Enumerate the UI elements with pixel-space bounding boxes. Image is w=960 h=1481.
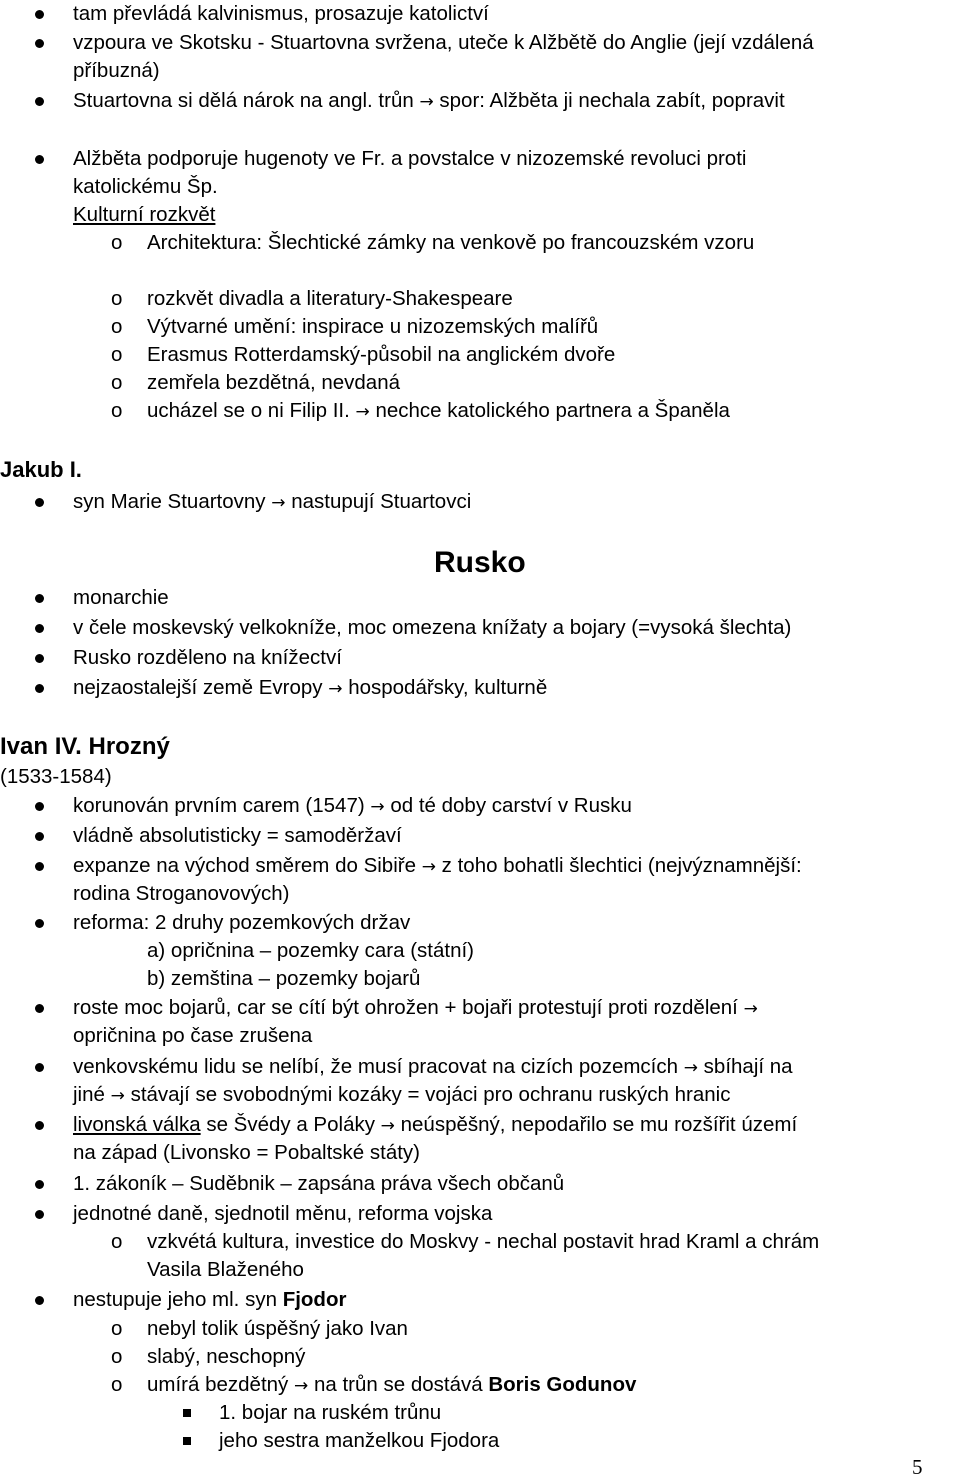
section-link-kulturni-rozkvet: Kulturní rozkvět: [73, 203, 216, 226]
section-title-rusko: Rusko: [434, 546, 526, 579]
text-line: venkovskému lidu se nelíbí, že musí pracovat na cizích pozemcích → sbíhají na: [73, 1055, 793, 1078]
bullet: [35, 1063, 44, 1072]
sub-bullet: o: [111, 1317, 123, 1340]
arrow-icon: →: [370, 797, 385, 817]
text-line: nejzaostalejší země Evropy → hospodářsky, kulturně: [73, 676, 548, 699]
sub-bullet: o: [111, 399, 123, 422]
bullet: [35, 155, 44, 164]
page-number: 5: [912, 1455, 923, 1479]
arrow-icon: →: [110, 1086, 125, 1106]
text-line: Vasila Blaženého: [147, 1258, 304, 1281]
text-line: vzpoura ve Skotsku - Stuartovna svržena, uteče k Alžbětě do Anglie (její vzdálená: [73, 31, 814, 54]
sub-bullet: o: [111, 287, 123, 310]
heading-jakub: Jakub I.: [0, 457, 82, 482]
text-line: Architektura: Šlechtické zámky na venkově po francouzském vzoru: [147, 231, 755, 254]
arrow-icon: →: [328, 679, 343, 699]
bullet: [35, 1121, 44, 1130]
arrow-icon: →: [271, 493, 286, 513]
sub-bullet: o: [111, 1373, 123, 1396]
bullet: [35, 1004, 44, 1013]
sub-bullet: o: [111, 1345, 123, 1368]
text-line: nestupuje jeho ml. syn Fjodor: [73, 1288, 347, 1311]
bullet: [35, 684, 44, 693]
text-line: nebyl tolik úspěšný jako Ivan: [147, 1317, 408, 1340]
text-line: Výtvarné umění: inspirace u nizozemských malířů: [147, 315, 599, 338]
bullet: [35, 97, 44, 106]
text-line: jiné → stávají se svobodnými kozáky = vojáci pro ochranu ruských hranic: [73, 1083, 731, 1106]
bullet: [35, 624, 44, 633]
arrow-icon: →: [380, 1116, 395, 1136]
sub-bullet: o: [111, 231, 123, 254]
link-livonska-valka: livonská válka: [73, 1113, 201, 1136]
text-line: umírá bezdětný → na trůn se dostává Boris Godunov: [147, 1373, 637, 1396]
text-line: rodina Stroganovových): [73, 882, 290, 905]
text-line: monarchie: [73, 586, 169, 609]
arrow-icon: →: [355, 402, 370, 422]
heading-ivan: Ivan IV. Hrozný: [0, 733, 170, 760]
text-line: (1533-1584): [0, 765, 112, 788]
text-line: Rusko rozděleno na knížectví: [73, 646, 342, 669]
sub-bullet: o: [111, 315, 123, 338]
sub-bullet: o: [111, 343, 123, 366]
square-bullet: [183, 1409, 191, 1417]
bullet: [35, 1296, 44, 1305]
text-line: vládně absolutisticky = samoděržaví: [73, 824, 402, 847]
text-line: syn Marie Stuartovny → nastupují Stuartovci: [73, 490, 472, 513]
bullet: [35, 10, 44, 19]
text-line: Alžběta podporuje hugenoty ve Fr. a povstalce v nizozemské revoluci proti: [73, 147, 747, 170]
arrow-icon: →: [419, 92, 434, 112]
arrow-icon: →: [294, 1376, 309, 1396]
text-line: roste moc bojarů, car se cítí být ohrožen + bojaři protestují proti rozdělení →: [73, 996, 758, 1019]
bullet: [35, 39, 44, 48]
bullet: [35, 862, 44, 871]
text-line: slabý, neschopný: [147, 1345, 306, 1368]
arrow-icon: →: [683, 1058, 698, 1078]
text-line: expanze na východ směrem do Sibiře → z toho bohatli šlechtici (nejvýznamnější:: [73, 854, 802, 877]
bullet: [35, 1180, 44, 1189]
text-line: katolickému Šp.: [73, 175, 218, 198]
sub-bullet: o: [111, 371, 123, 394]
bullet: [35, 832, 44, 841]
text-line: opričnina po čase zrušena: [73, 1024, 313, 1047]
text-line: zemřela bezdětná, nevdaná: [147, 371, 401, 394]
bullet: [35, 919, 44, 928]
sub-bullet: o: [111, 1230, 123, 1253]
text-line: na západ (Livonsko = Pobaltské státy): [73, 1141, 420, 1164]
text-line: tam převládá kalvinismus, prosazuje katolictví: [73, 2, 489, 25]
text-line: livonská válka se Švédy a Poláky → neúspěšný, nepodařilo se mu rozšířit území: [73, 1113, 798, 1136]
text-line: 1. bojar na ruském trůnu: [219, 1401, 442, 1424]
square-bullet: [183, 1437, 191, 1445]
bullet: [35, 594, 44, 603]
text-line: v čele moskevský velkokníže, moc omezena knížaty a bojary (=vysoká šlechta): [73, 616, 792, 639]
text-line: jeho sestra manželkou Fjodora: [219, 1429, 500, 1452]
text-line: ucházel se o ni Filip II. → nechce katolického partnera a Španěla: [147, 399, 730, 422]
bullet: [35, 802, 44, 811]
bullet: [35, 1210, 44, 1219]
text-line: b) zemština – pozemky bojarů: [147, 967, 421, 990]
text-line: korunován prvním carem (1547) → od té doby carství v Rusku: [73, 794, 632, 817]
text-line: reforma: 2 druhy pozemkových držav: [73, 911, 411, 934]
text-line: jednotné daně, sjednotil měnu, reforma vojska: [73, 1202, 493, 1225]
text-line: Erasmus Rotterdamský-působil na anglickém dvoře: [147, 343, 616, 366]
text-line: a) opričnina – pozemky cara (státní): [147, 939, 474, 962]
arrow-icon: →: [421, 857, 436, 877]
text-line: rozkvět divadla a literatury-Shakespeare: [147, 287, 513, 310]
bullet: [35, 498, 44, 507]
text-line: vzkvétá kultura, investice do Moskvy - nechal postavit hrad Kraml a chrám: [147, 1230, 820, 1253]
arrow-icon: →: [743, 999, 758, 1019]
text-line: příbuzná): [73, 59, 160, 82]
text-line: Stuartovna si dělá nárok na angl. trůn → spor: Alžběta ji nechala zabít, popravit: [73, 89, 785, 112]
text-line: 1. zákoník – Suděbnik – zapsána práva všech občanů: [73, 1172, 565, 1195]
bullet: [35, 654, 44, 663]
